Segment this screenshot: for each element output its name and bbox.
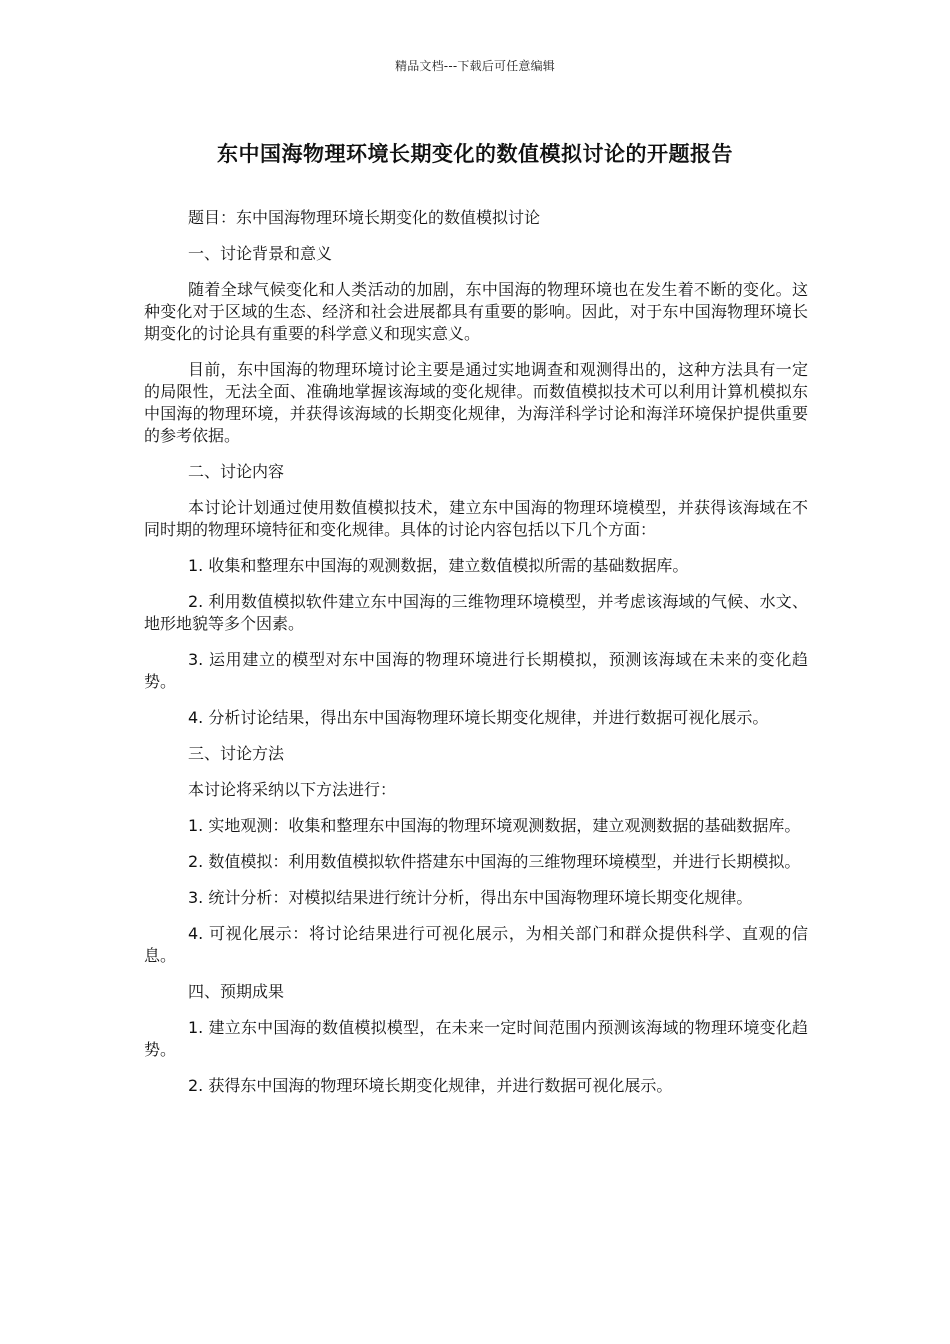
list-item: 4. 可视化展示：将讨论结果进行可视化展示，为相关部门和群众提供科学、直观的信息。	[144, 924, 808, 965]
section-heading-methods: 三、讨论方法	[188, 744, 285, 763]
header-note: 精品文档---下载后可任意编辑	[395, 59, 555, 73]
section-heading-content: 二、讨论内容	[188, 462, 285, 481]
paragraph-topic: 题目：东中国海物理环境长期变化的数值模拟讨论	[188, 208, 541, 227]
list-item: 1. 建立东中国海的数值模拟模型，在未来一定时间范围内预测该海域的物理环境变化趋势。	[144, 1018, 808, 1059]
paragraph: 随着全球气候变化和人类活动的加剧，东中国海的物理环境也在发生着不断的变化。这种变化对于区域的生态、经济和社会进展都具有重要的影响。因此，对于东中国海物理环境长期变化的讨论具有重要的科学意义和现实意义。	[144, 280, 808, 343]
document-body	[144, 207, 808, 1111]
paragraph: 本讨论计划通过使用数值模拟技术，建立东中国海的物理环境模型，并获得该海域在不同时期的物理环境特征和变化规律。具体的讨论内容包括以下几个方面：	[144, 498, 808, 539]
list-item: 4. 分析讨论结果，得出东中国海物理环境长期变化规律，并进行数据可视化展示。	[188, 708, 769, 727]
section-heading-outcomes: 四、预期成果	[188, 982, 285, 1001]
section-heading-background: 一、讨论背景和意义	[188, 244, 333, 263]
list-item: 2. 获得东中国海的物理环境长期变化规律，并进行数据可视化展示。	[188, 1076, 673, 1095]
list-item: 3. 运用建立的模型对东中国海的物理环境进行长期模拟，预测该海域在未来的变化趋势。	[144, 650, 808, 691]
list-item: 2. 数值模拟：利用数值模拟软件搭建东中国海的三维物理环境模型，并进行长期模拟。	[188, 852, 801, 871]
paragraph: 目前，东中国海的物理环境讨论主要是通过实地调查和观测得出的，这种方法具有一定的局限性，无法全面、准确地掌握该海域的变化规律。而数值模拟技术可以利用计算机模拟东中国海的物理环境，并获得该海域的长期变化规律，为海洋科学讨论和海洋环境保护提供重要的参考依据。	[144, 360, 808, 445]
list-item: 1. 实地观测：收集和整理东中国海的物理环境观测数据，建立观测数据的基础数据库。	[188, 816, 801, 835]
list-item: 3. 统计分析：对模拟结果进行统计分析，得出东中国海物理环境长期变化规律。	[188, 888, 753, 907]
document-title: 东中国海物理环境长期变化的数值模拟讨论的开题报告	[217, 142, 733, 166]
list-item: 1. 收集和整理东中国海的观测数据，建立数值模拟所需的基础数据库。	[188, 556, 689, 575]
list-item: 2. 利用数值模拟软件建立东中国海的三维物理环境模型，并考虑该海域的气候、水文、地形地貌等多个因素。	[144, 592, 808, 633]
paragraph: 本讨论将采纳以下方法进行：	[188, 780, 397, 799]
